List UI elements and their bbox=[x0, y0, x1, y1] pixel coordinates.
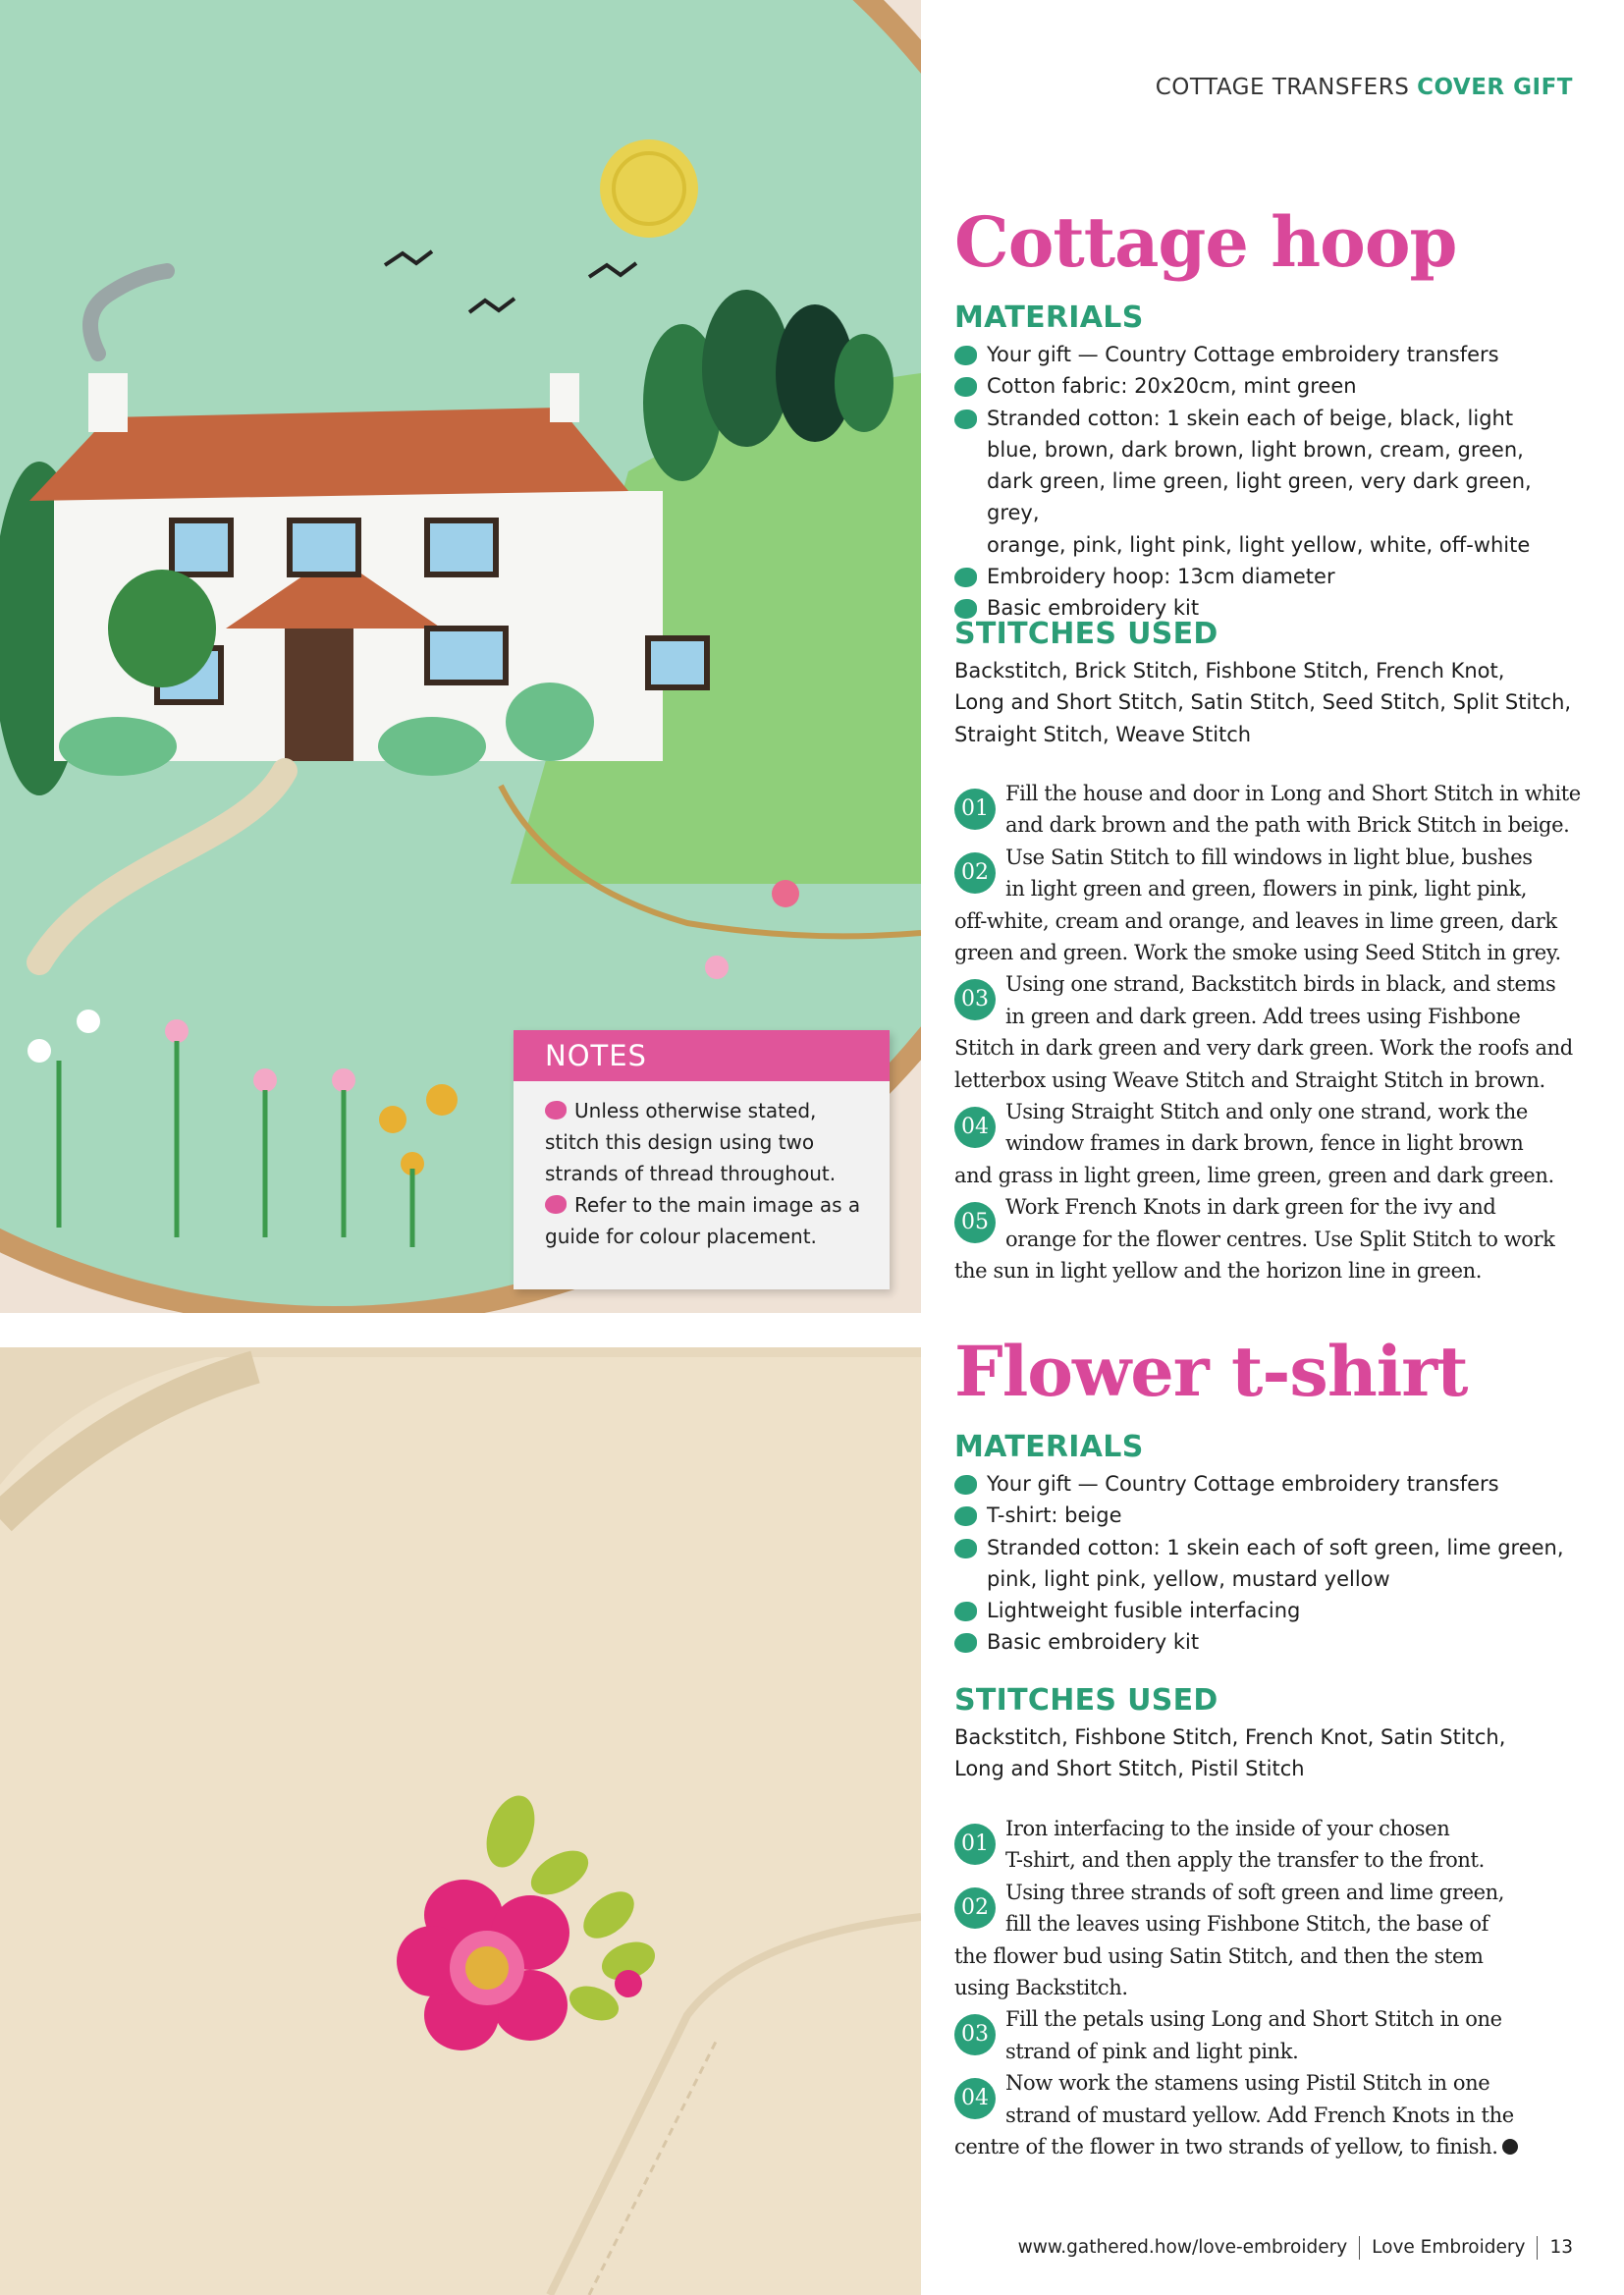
stitches-line: Backstitch, Brick Stitch, Fishbone Stitch, French Knot, bbox=[954, 659, 1505, 683]
header-accent: COVER GIFT bbox=[1417, 75, 1573, 100]
stitches-line: Long and Short Stitch, Pistil Stitch bbox=[954, 1757, 1305, 1781]
step-number-badge: 02 bbox=[954, 852, 996, 894]
material-text: Basic embroidery kit bbox=[987, 596, 1200, 621]
step-text: and grass in light green, lime green, green and dark green. bbox=[954, 1163, 1554, 1187]
note-text: Unless otherwise stated, stitch this design using two strands of thread throughout. bbox=[545, 1099, 837, 1185]
materials-list bbox=[954, 339, 1583, 625]
step bbox=[954, 1191, 1583, 1286]
step-text: in green and dark green. Add trees using Fishbone bbox=[1005, 1004, 1521, 1028]
step-text: in light green and green, flowers in pink, light pink, bbox=[1005, 877, 1528, 902]
end-mark-icon bbox=[1502, 2139, 1518, 2155]
list-item-continued bbox=[954, 1563, 1583, 1595]
material-text: Embroidery hoop: 13cm diameter bbox=[987, 565, 1335, 589]
stitches-heading: STITCHES USED bbox=[954, 617, 1218, 651]
tshirt-materials bbox=[954, 1430, 1583, 1659]
materials-heading: MATERIALS bbox=[954, 1430, 1144, 1464]
step-text: green and green. Work the smoke using Seed Stitch in grey. bbox=[954, 941, 1561, 965]
note-text: Refer to the main image as a guide for colour placement. bbox=[545, 1193, 861, 1248]
step-text: Using one strand, Backstitch birds in black, and stems bbox=[1005, 972, 1556, 997]
cottage-steps bbox=[954, 778, 1583, 1287]
step-text: Using Straight Stitch and only one strand, work the bbox=[1005, 1100, 1528, 1124]
step-text: orange for the flower centres. Use Split Stitch to work bbox=[1005, 1227, 1555, 1251]
bullet-dot-icon bbox=[954, 1475, 977, 1495]
step-text: strand of pink and light pink. bbox=[1005, 2039, 1299, 2063]
step-text: and dark brown and the path with Brick Stitch in beige. bbox=[1005, 813, 1570, 838]
tshirt-stitches bbox=[954, 1683, 1583, 1785]
cottage-title: Cottage hoop bbox=[954, 201, 1457, 283]
step bbox=[954, 2003, 1583, 2067]
step-text: T-shirt, and then apply the transfer to the front. bbox=[1005, 1848, 1485, 1873]
bullet-dot-icon bbox=[954, 410, 977, 429]
list-item bbox=[954, 1595, 1583, 1626]
step-text: the flower bud using Satin Stitch, and then the stem bbox=[954, 1943, 1484, 1968]
material-text: Lightweight fusible interfacing bbox=[987, 1599, 1301, 1623]
material-text: Your gift — Country Cottage embroidery transfers bbox=[987, 343, 1499, 366]
material-text: orange, pink, light pink, light yellow, white, off-white bbox=[987, 532, 1531, 557]
step-text: Work French Knots in dark green for the ivy and bbox=[1005, 1195, 1496, 1220]
material-text: blue, brown, dark brown, light brown, cream, green, bbox=[987, 437, 1524, 462]
list-item bbox=[954, 370, 1583, 402]
list-item bbox=[954, 1626, 1583, 1658]
material-text: Your gift — Country Cottage embroidery transfers bbox=[987, 1472, 1499, 1496]
step-number-badge: 01 bbox=[954, 1824, 996, 1865]
footer-divider bbox=[1537, 2236, 1538, 2260]
step bbox=[954, 2067, 1583, 2162]
note-item bbox=[545, 1095, 872, 1189]
stitches-list bbox=[954, 1721, 1583, 1785]
step-text: centre of the flower in two strands of yellow, to finish. bbox=[954, 2135, 1498, 2159]
step-number-badge: 02 bbox=[954, 1887, 996, 1929]
step-text: strand of mustard yellow. Add French Knots in the bbox=[1005, 2103, 1514, 2127]
step-number-badge: 04 bbox=[954, 2078, 996, 2119]
materials-list bbox=[954, 1468, 1583, 1659]
footer-magazine: Love Embroidery bbox=[1372, 2237, 1526, 2258]
stitches-list bbox=[954, 655, 1583, 750]
step-text: letterbox using Weave Stitch and Straight Stitch in brown. bbox=[954, 1067, 1545, 1092]
stitches-line: Straight Stitch, Weave Stitch bbox=[954, 722, 1252, 746]
list-item-continued bbox=[954, 465, 1583, 529]
step-text: Use Satin Stitch to fill windows in light blue, bushes bbox=[1005, 845, 1533, 869]
bullet-dot-icon bbox=[545, 1101, 567, 1120]
bullet-dot-icon bbox=[954, 377, 977, 397]
tshirt-title: Flower t-shirt bbox=[954, 1331, 1468, 1412]
step-text: Now work the stamens using Pistil Stitch in one bbox=[1005, 2071, 1490, 2096]
flower-tshirt-photo bbox=[0, 1347, 921, 2295]
bullet-dot-icon bbox=[954, 1539, 977, 1558]
material-text: Stranded cotton: 1 skein each of beige, black, light bbox=[987, 406, 1514, 430]
step-number-badge: 03 bbox=[954, 979, 996, 1020]
notes-title: NOTES bbox=[514, 1030, 890, 1081]
step-text: window frames in dark brown, fence in light brown bbox=[1005, 1131, 1524, 1156]
list-item bbox=[954, 403, 1583, 434]
step-text: off-white, cream and orange, and leaves in lime green, dark bbox=[954, 908, 1557, 933]
bullet-dot-icon bbox=[545, 1195, 567, 1214]
list-item bbox=[954, 561, 1583, 592]
step-text: using Backstitch. bbox=[954, 1976, 1128, 2000]
step-text: Stitch in dark green and very dark green. Work the roofs and bbox=[954, 1036, 1573, 1061]
list-item bbox=[954, 1500, 1583, 1531]
material-text: Cotton fabric: 20x20cm, mint green bbox=[987, 374, 1357, 399]
step bbox=[954, 968, 1583, 1096]
bullet-dot-icon bbox=[954, 568, 977, 587]
stitches-line: Long and Short Stitch, Satin Stitch, Seed Stitch, Split Stitch, bbox=[954, 690, 1572, 715]
cottage-hoop-section bbox=[954, 201, 1583, 283]
step bbox=[954, 1813, 1583, 1877]
header-section: COTTAGE TRANSFERS bbox=[1155, 75, 1410, 100]
material-text: pink, light pink, yellow, mustard yellow bbox=[987, 1566, 1390, 1591]
list-item-continued bbox=[954, 434, 1583, 465]
material-text: T-shirt: beige bbox=[987, 1503, 1122, 1528]
list-item-continued bbox=[954, 529, 1583, 561]
step bbox=[954, 1877, 1583, 2004]
material-text: Basic embroidery kit bbox=[987, 1630, 1200, 1655]
footer-divider bbox=[1359, 2236, 1360, 2260]
step-text: Iron interfacing to the inside of your chosen bbox=[1005, 1817, 1450, 1840]
bullet-dot-icon bbox=[954, 1602, 977, 1621]
stitches-heading: STITCHES USED bbox=[954, 1683, 1218, 1718]
step bbox=[954, 778, 1583, 842]
page-header bbox=[1156, 75, 1573, 100]
step-text: Fill the petals using Long and Short Stitch in one bbox=[1005, 2007, 1502, 2032]
bullet-dot-icon bbox=[954, 1633, 977, 1653]
step-text: fill the leaves using Fishbone Stitch, the base of bbox=[1005, 1912, 1489, 1937]
step-number-badge: 04 bbox=[954, 1107, 996, 1148]
cottage-materials bbox=[954, 301, 1583, 625]
step-number-badge: 03 bbox=[954, 2014, 996, 2055]
step-text: Using three strands of soft green and lime green, bbox=[1005, 1880, 1505, 1904]
step-text: Fill the house and door in Long and Short Stitch in white bbox=[1005, 782, 1581, 805]
bullet-dot-icon bbox=[954, 346, 977, 365]
page-footer bbox=[1018, 2236, 1573, 2260]
notes-box bbox=[514, 1030, 890, 1289]
step-text: the sun in light yellow and the horizon line in green. bbox=[954, 1259, 1482, 1284]
footer-url: www.gathered.how/love-embroidery bbox=[1017, 2237, 1348, 2258]
materials-heading: MATERIALS bbox=[954, 301, 1144, 335]
material-text: dark green, lime green, light green, very dark green, grey, bbox=[987, 469, 1532, 525]
note-item bbox=[545, 1189, 872, 1252]
list-item bbox=[954, 1532, 1583, 1563]
cottage-stitches bbox=[954, 617, 1583, 750]
list-item bbox=[954, 339, 1583, 370]
material-text: Stranded cotton: 1 skein each of soft green, lime green, bbox=[987, 1535, 1564, 1559]
bullet-dot-icon bbox=[954, 1506, 977, 1526]
step-number-badge: 01 bbox=[954, 789, 996, 830]
tshirt-section bbox=[954, 1331, 1583, 1412]
tshirt-steps bbox=[954, 1813, 1583, 2162]
tshirt-illustration bbox=[0, 1347, 921, 2295]
step bbox=[954, 1096, 1583, 1191]
step bbox=[954, 842, 1583, 969]
list-item bbox=[954, 1468, 1583, 1500]
step-number-badge: 05 bbox=[954, 1202, 996, 1243]
stitches-line: Backstitch, Fishbone Stitch, French Knot, Satin Stitch, bbox=[954, 1725, 1506, 1749]
page-number: 13 bbox=[1549, 2237, 1573, 2258]
